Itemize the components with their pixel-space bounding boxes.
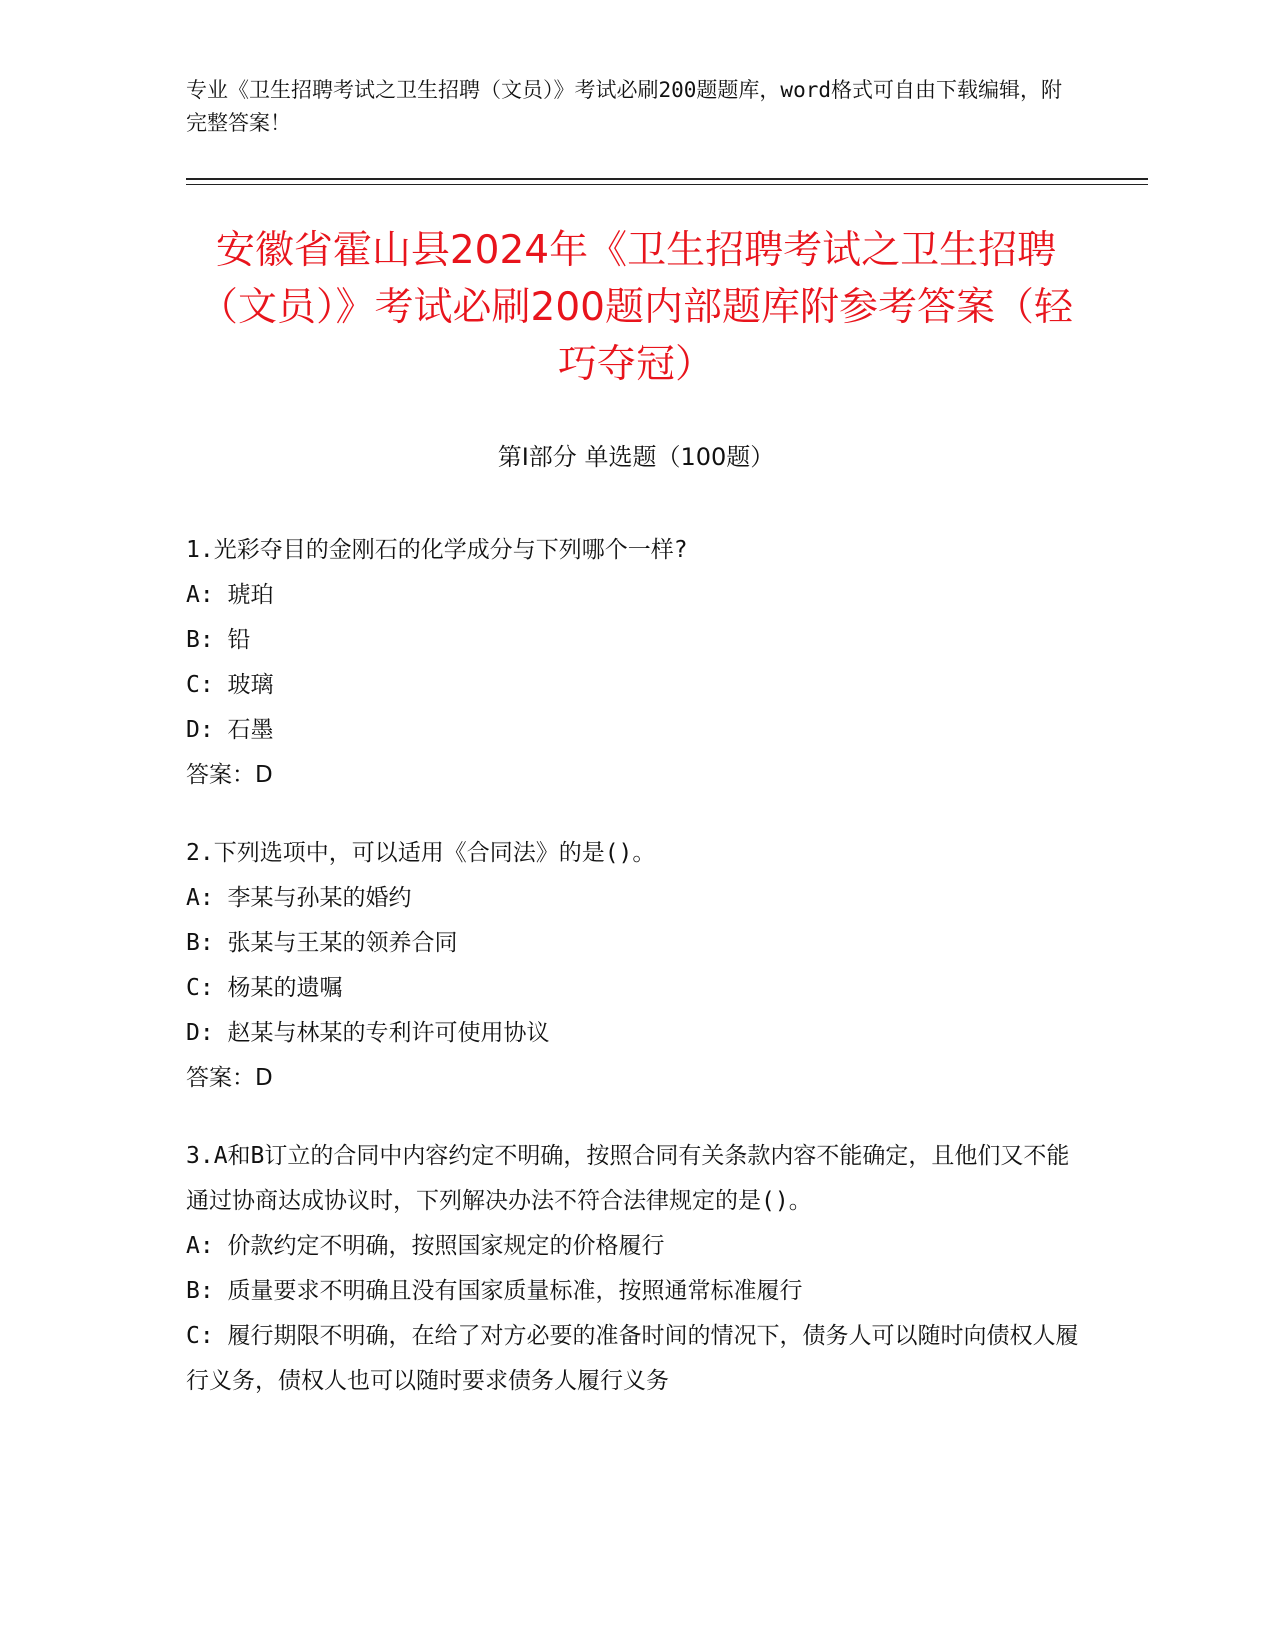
section-heading: 第I部分 单选题（100题） (497, 443, 775, 471)
header-note: 专业《卫生招聘考试之卫生招聘（文员）》考试必刷200题题库，word格式可自由下载编辑，附完整答案！ (186, 78, 1062, 135)
question-stem: 2.下列选项中，可以适用《合同法》的是()。 (186, 840, 656, 866)
answer-line: 答案：D (186, 1065, 273, 1091)
option-a: A: 价款约定不明确，按照国家规定的价格履行 (186, 1233, 665, 1259)
header-divider-thick (186, 178, 1148, 180)
question-stem: 1.光彩夺目的金刚石的化学成分与下列哪个一样? (186, 537, 688, 563)
option-a: A: 琥珀 (186, 582, 274, 608)
question-list (186, 528, 1086, 1437)
question-2 (186, 831, 1086, 1101)
option-b: B: 质量要求不明确且没有国家质量标准，按照通常标准履行 (186, 1278, 803, 1304)
document-title: 安徽省霍山县2024年《卫生招聘考试之卫生招聘（文员）》考试必刷200题内部题库附参考答案（轻巧夺冠） (199, 228, 1073, 387)
header-divider-thin (186, 184, 1148, 185)
option-a: A: 李某与孙某的婚约 (186, 885, 412, 911)
option-c: C: 履行期限不明确，在给了对方必要的准备时间的情况下，债务人可以随时向债权人履行义务，债权人也可以随时要求债务人履行义务 (186, 1323, 1079, 1394)
option-b: B: 铅 (186, 627, 251, 653)
question-stem: 3.A和B订立的合同中内容约定不明确，按照合同有关条款内容不能确定，且他们又不能通过协商达成协议时，下列解决办法不符合法律规定的是()。 (186, 1143, 1070, 1214)
question-3 (186, 1134, 1086, 1404)
option-c: C: 玻璃 (186, 672, 274, 698)
answer-line: 答案：D (186, 762, 273, 788)
option-b: B: 张某与王某的领养合同 (186, 930, 458, 956)
option-d: D: 赵某与林某的专利许可使用协议 (186, 1020, 550, 1046)
question-1 (186, 528, 1086, 798)
option-c: C: 杨某的遗嘱 (186, 975, 343, 1001)
option-d: D: 石墨 (186, 717, 274, 743)
